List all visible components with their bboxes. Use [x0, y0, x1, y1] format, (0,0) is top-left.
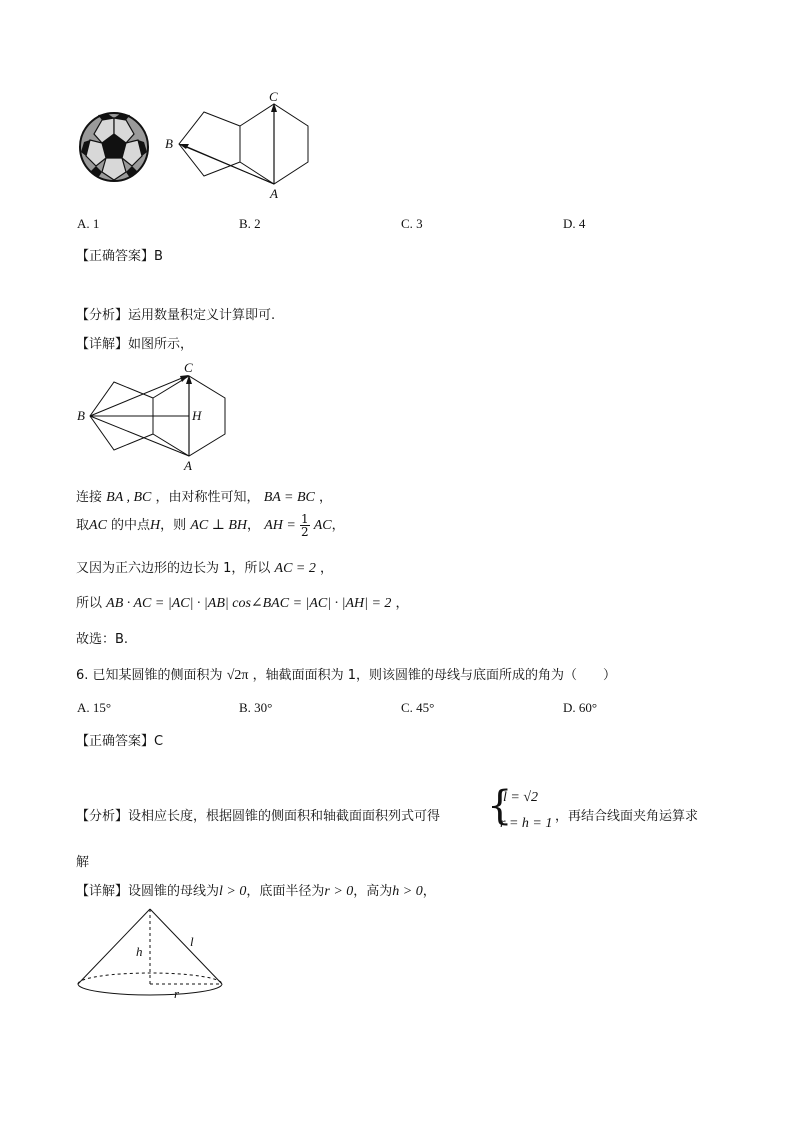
option-a: A. 1 [77, 216, 100, 231]
q6-analysis-wrap: 解 [76, 855, 90, 870]
cone-label-h: h [136, 944, 143, 959]
solution-line-3: 又因为正六边形的边长为 1，所以 AC = 2 ， [76, 561, 334, 576]
solution-line-2: 取AC 的中点H，则 AC ⊥ BH， AH = $\frac{1}{2}$ AC， [76, 512, 345, 539]
q6-option-b: B. 30° [239, 700, 273, 715]
pentagon-hexagon-figure [165, 90, 315, 200]
q6-option-c: C. 45° [401, 700, 435, 715]
label-B: B [165, 136, 173, 151]
detail-heading: 【详解】如图所示， [76, 337, 194, 352]
system-brace: { [487, 783, 513, 829]
correct-answer: 【正确答案】B [76, 249, 163, 264]
cone-figure [76, 906, 226, 1002]
option-d: D. 4 [563, 216, 586, 231]
q6-analysis-pre: 【分析】设相应长度，根据圆锥的侧面积和轴截面面积列式可得 [76, 809, 441, 824]
label-A2: A [184, 458, 192, 473]
q6-correct-answer: 【正确答案】C [76, 734, 164, 749]
solution-line-4: 所以 AB · AC = |AC| · |AB| cos∠BAC = |AC| · |AH| = 2 ， [76, 596, 409, 611]
label-B2: B [77, 408, 85, 423]
q6-detail: 【详解】设圆锥的母线为l > 0，底面半径为r > 0，高为h > 0， [76, 884, 436, 899]
cone-label-l: l [190, 934, 194, 949]
choose-answer: 故选：B. [76, 632, 129, 647]
vector-expression: AB · AC = |AC| · |AB| cos∠BAC = |AC| · |AH| = 2 [106, 596, 392, 611]
option-b: B. 2 [239, 216, 261, 231]
q6-option-a: A. 15° [77, 700, 112, 715]
label-C2: C [184, 360, 193, 375]
analysis: 【分析】运用数量积定义计算即可. [76, 308, 276, 323]
q6-option-d: D. 60° [563, 700, 598, 715]
solution-figure [76, 360, 236, 474]
cone-label-r: r [174, 986, 180, 1001]
q6-stem: 6. 已知某圆锥的侧面积为 √2π ，轴截面面积为 1，则该圆锥的母线与底面所成的角为（ ） [76, 668, 616, 683]
fraction-half: $\frac{1}{2}$ [300, 512, 309, 539]
system-line-2: r = h = 1 [500, 816, 553, 831]
q6-analysis-post: ，再结合线面夹角运算求 [555, 809, 699, 824]
label-C: C [269, 89, 278, 104]
system-line-1: l = √2 [503, 790, 539, 805]
label-A: A [270, 186, 278, 201]
label-H: H [192, 408, 202, 423]
soccer-ball-figure [78, 112, 150, 182]
option-c: C. 3 [401, 216, 423, 231]
solution-line-1: 连接 BA , BC ，由对称性可知， BA = BC ， [76, 490, 333, 505]
